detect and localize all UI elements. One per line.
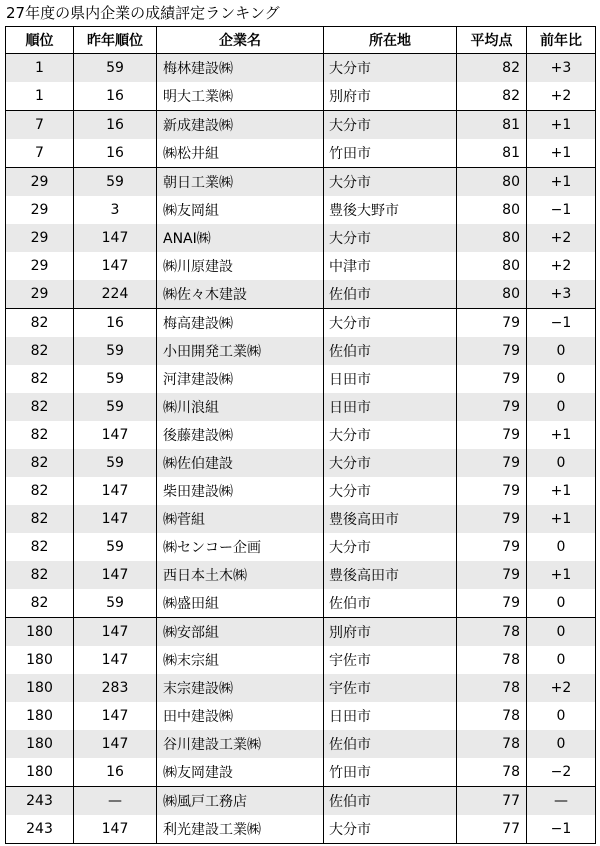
cell-average: 79 [457,365,527,393]
cell-location: 大分市 [324,168,457,197]
header-change: 前年比 [527,27,596,54]
cell-location: 宇佐市 [324,646,457,674]
table-row [6,280,596,309]
cell-rank: 82 [6,589,74,618]
cell-prev-rank: — [74,787,157,816]
cell-change: 0 [527,730,596,758]
cell-change: +3 [527,280,596,309]
cell-change: 0 [527,365,596,393]
cell-change: 0 [527,533,596,561]
table-row [6,533,596,561]
cell-average: 81 [457,111,527,140]
table-row [6,54,596,83]
cell-company: ㈱佐々木建設 [157,280,324,309]
cell-company: ㈱松井組 [157,139,324,168]
cell-average: 79 [457,449,527,477]
cell-prev-rank: 147 [74,730,157,758]
cell-change: 0 [527,702,596,730]
cell-rank: 243 [6,787,74,816]
cell-change: +1 [527,505,596,533]
cell-change: +3 [527,54,596,83]
cell-rank: 82 [6,561,74,589]
cell-location: 佐伯市 [324,589,457,618]
cell-average: 79 [457,533,527,561]
table-row [6,815,596,844]
cell-change: 0 [527,618,596,647]
cell-rank: 82 [6,449,74,477]
table-row [6,421,596,449]
table-row [6,505,596,533]
table-row [6,730,596,758]
cell-rank: 1 [6,54,74,83]
cell-rank: 1 [6,82,74,111]
cell-prev-rank: 59 [74,449,157,477]
cell-rank: 82 [6,365,74,393]
cell-average: 79 [457,589,527,618]
cell-average: 78 [457,646,527,674]
cell-prev-rank: 147 [74,702,157,730]
cell-company: ㈱風戸工務店 [157,787,324,816]
cell-prev-rank: 147 [74,224,157,252]
cell-company: ㈱友岡建設 [157,758,324,787]
table-row [6,252,596,280]
cell-prev-rank: 147 [74,505,157,533]
cell-rank: 82 [6,421,74,449]
cell-change: +2 [527,252,596,280]
cell-company: ㈱安部組 [157,618,324,647]
cell-average: 78 [457,702,527,730]
cell-location: 大分市 [324,54,457,83]
cell-prev-rank: 59 [74,589,157,618]
table-row [6,787,596,816]
cell-location: 豊後大野市 [324,196,457,224]
cell-location: 大分市 [324,309,457,338]
cell-location: 竹田市 [324,139,457,168]
cell-location: 別府市 [324,618,457,647]
cell-prev-rank: 3 [74,196,157,224]
cell-location: 佐伯市 [324,280,457,309]
cell-location: 別府市 [324,82,457,111]
ranking-table [5,26,596,844]
cell-prev-rank: 16 [74,82,157,111]
cell-rank: 180 [6,758,74,787]
cell-prev-rank: 147 [74,618,157,647]
header-company: 企業名 [157,27,324,54]
cell-company: 後藤建設㈱ [157,421,324,449]
cell-company: 谷川建設工業㈱ [157,730,324,758]
cell-prev-rank: 16 [74,309,157,338]
cell-location: 大分市 [324,477,457,505]
table-row [6,758,596,787]
cell-prev-rank: 16 [74,139,157,168]
cell-rank: 82 [6,393,74,421]
cell-company: ㈱センコー企画 [157,533,324,561]
cell-prev-rank: 147 [74,477,157,505]
cell-change: +1 [527,139,596,168]
cell-location: 大分市 [324,111,457,140]
cell-rank: 7 [6,139,74,168]
cell-rank: 180 [6,674,74,702]
cell-location: 宇佐市 [324,674,457,702]
header-row [6,27,596,54]
cell-average: 79 [457,561,527,589]
cell-company: ㈱佐伯建設 [157,449,324,477]
cell-location: 大分市 [324,449,457,477]
cell-location: 日田市 [324,365,457,393]
cell-location: 佐伯市 [324,730,457,758]
cell-average: 78 [457,758,527,787]
cell-average: 79 [457,505,527,533]
cell-change: −1 [527,196,596,224]
cell-prev-rank: 147 [74,815,157,844]
cell-location: 豊後高田市 [324,561,457,589]
cell-rank: 29 [6,280,74,309]
cell-change: −1 [527,815,596,844]
header-average: 平均点 [457,27,527,54]
cell-prev-rank: 59 [74,365,157,393]
cell-prev-rank: 147 [74,646,157,674]
cell-company: ㈱川浪組 [157,393,324,421]
table-row [6,111,596,140]
cell-location: 佐伯市 [324,337,457,365]
cell-change: +1 [527,111,596,140]
cell-location: 大分市 [324,815,457,844]
cell-change: +2 [527,82,596,111]
cell-prev-rank: 147 [74,252,157,280]
cell-prev-rank: 283 [74,674,157,702]
cell-location: 竹田市 [324,758,457,787]
table-row [6,139,596,168]
cell-change: +1 [527,421,596,449]
cell-company: 利光建設工業㈱ [157,815,324,844]
table-row [6,618,596,647]
cell-prev-rank: 16 [74,111,157,140]
cell-change: +2 [527,224,596,252]
cell-average: 80 [457,196,527,224]
cell-change: +1 [527,477,596,505]
cell-average: 79 [457,393,527,421]
cell-rank: 180 [6,618,74,647]
cell-change: 0 [527,393,596,421]
cell-location: 大分市 [324,421,457,449]
cell-company: ㈱友岡組 [157,196,324,224]
cell-prev-rank: 224 [74,280,157,309]
cell-company: 柴田建設㈱ [157,477,324,505]
table-row [6,477,596,505]
cell-change: 0 [527,589,596,618]
table-row [6,168,596,197]
cell-company: 田中建設㈱ [157,702,324,730]
cell-change: +2 [527,674,596,702]
cell-rank: 82 [6,337,74,365]
cell-prev-rank: 147 [74,421,157,449]
cell-prev-rank: 59 [74,533,157,561]
cell-rank: 243 [6,815,74,844]
table-row [6,561,596,589]
table-row [6,82,596,111]
cell-change: — [527,787,596,816]
cell-location: 佐伯市 [324,787,457,816]
cell-prev-rank: 59 [74,393,157,421]
cell-average: 80 [457,224,527,252]
page-title: 27年度の県内企業の成績評定ランキング [6,4,280,22]
cell-change: +1 [527,168,596,197]
cell-location: 日田市 [324,393,457,421]
table-row [6,646,596,674]
header-location: 所在地 [324,27,457,54]
cell-rank: 82 [6,533,74,561]
cell-rank: 180 [6,702,74,730]
table-row [6,393,596,421]
cell-rank: 82 [6,309,74,338]
cell-change: −2 [527,758,596,787]
cell-change: 0 [527,646,596,674]
cell-prev-rank: 59 [74,54,157,83]
cell-company: 小田開発工業㈱ [157,337,324,365]
cell-company: 朝日工業㈱ [157,168,324,197]
cell-average: 80 [457,168,527,197]
cell-prev-rank: 59 [74,337,157,365]
cell-change: 0 [527,449,596,477]
cell-prev-rank: 147 [74,561,157,589]
table-row [6,674,596,702]
cell-location: 日田市 [324,702,457,730]
cell-rank: 29 [6,224,74,252]
cell-company: 河津建設㈱ [157,365,324,393]
cell-company: ㈱川原建設 [157,252,324,280]
cell-company: 末宗建設㈱ [157,674,324,702]
cell-change: 0 [527,337,596,365]
cell-company: 西日本土木㈱ [157,561,324,589]
table-row [6,702,596,730]
cell-rank: 180 [6,730,74,758]
table-row [6,196,596,224]
cell-company: ANAI㈱ [157,224,324,252]
cell-change: −1 [527,309,596,338]
cell-rank: 180 [6,646,74,674]
cell-company: ㈱菅組 [157,505,324,533]
cell-average: 78 [457,730,527,758]
cell-average: 79 [457,421,527,449]
cell-average: 78 [457,618,527,647]
cell-location: 大分市 [324,224,457,252]
cell-rank: 29 [6,252,74,280]
cell-company: 梅高建設㈱ [157,309,324,338]
cell-rank: 29 [6,168,74,197]
cell-location: 豊後高田市 [324,505,457,533]
cell-average: 80 [457,280,527,309]
cell-average: 80 [457,252,527,280]
cell-average: 79 [457,337,527,365]
cell-company: 明大工業㈱ [157,82,324,111]
cell-company: 梅林建設㈱ [157,54,324,83]
cell-average: 79 [457,477,527,505]
cell-location: 中津市 [324,252,457,280]
cell-average: 79 [457,309,527,338]
cell-average: 81 [457,139,527,168]
cell-average: 82 [457,82,527,111]
table-row [6,365,596,393]
cell-company: ㈱盛田組 [157,589,324,618]
cell-prev-rank: 16 [74,758,157,787]
ranking-table-body [6,54,596,844]
cell-average: 77 [457,787,527,816]
table-row [6,309,596,338]
cell-company: 新成建設㈱ [157,111,324,140]
header-prev-rank: 昨年順位 [74,27,157,54]
cell-rank: 7 [6,111,74,140]
cell-average: 77 [457,815,527,844]
table-row [6,449,596,477]
cell-rank: 29 [6,196,74,224]
cell-company: ㈱末宗組 [157,646,324,674]
table-row [6,589,596,618]
cell-rank: 82 [6,477,74,505]
header-rank: 順位 [6,27,74,54]
cell-prev-rank: 59 [74,168,157,197]
table-row [6,224,596,252]
cell-location: 大分市 [324,533,457,561]
cell-average: 78 [457,674,527,702]
table-row [6,337,596,365]
cell-rank: 82 [6,505,74,533]
cell-change: +1 [527,561,596,589]
cell-average: 82 [457,54,527,83]
